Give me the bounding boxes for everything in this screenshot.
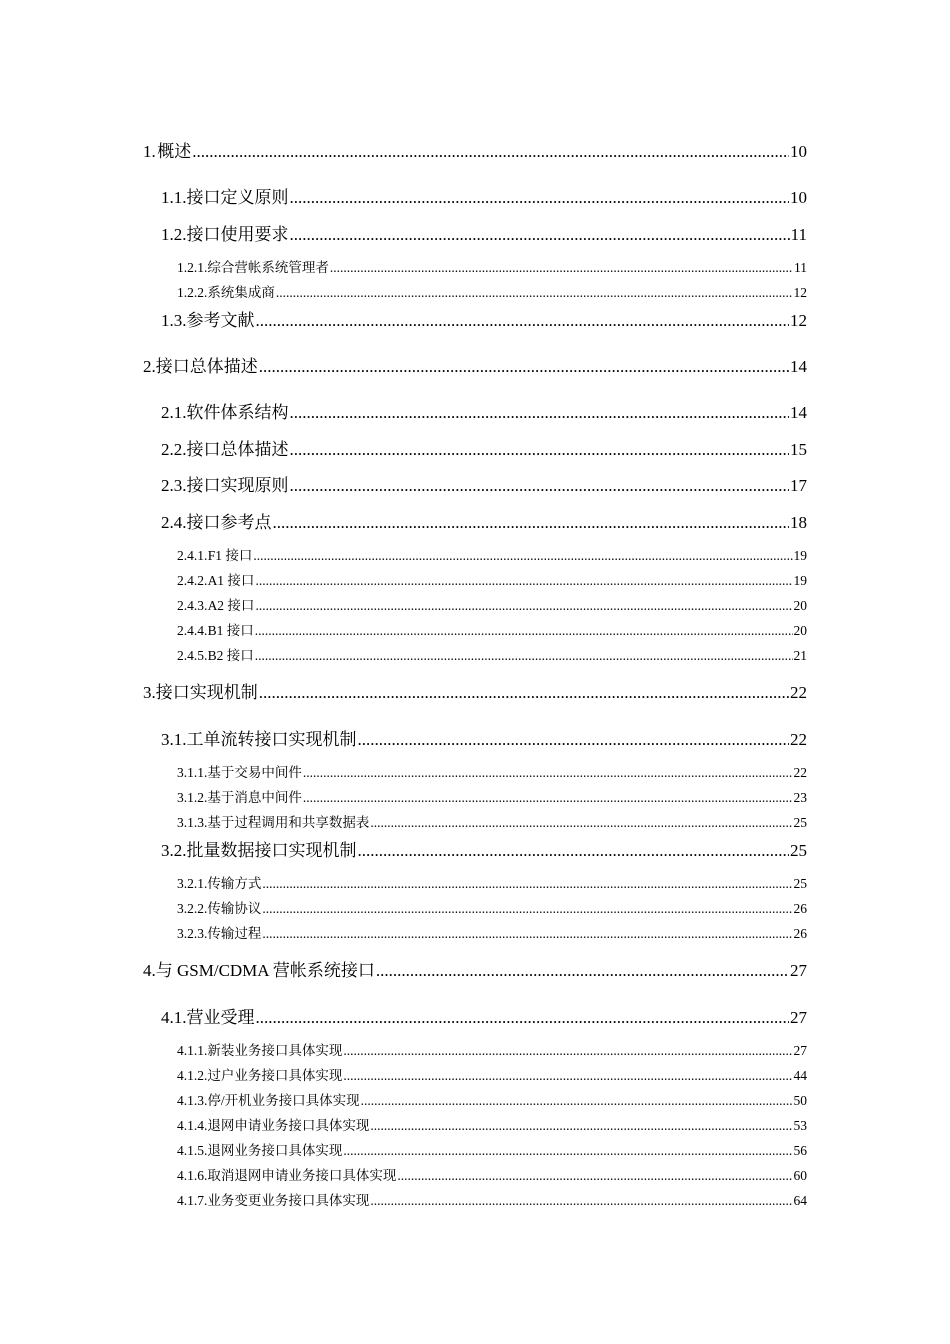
toc-entry-page-number: 25: [793, 815, 807, 830]
toc-entry-level-1[interactable]: [143, 352, 807, 377]
toc-entry-level-3[interactable]: [177, 872, 807, 892]
toc-entry-number: 4.1.7.: [177, 1193, 208, 1208]
toc-entry-title: 接口总体描述: [155, 357, 258, 376]
toc-dot-leader: [259, 683, 789, 703]
toc-entry-number: 2.2.: [161, 440, 187, 459]
toc-entry-number: 4.1.4.: [177, 1118, 208, 1133]
toc-entry-number: 2.3.: [161, 476, 187, 495]
toc-entry-title: 过户业务接口具体实现: [207, 1068, 343, 1083]
toc-entry-title: 新装业务接口具体实现: [207, 1043, 343, 1058]
toc-entry-title: 综合营帐系统管理者: [207, 260, 329, 275]
toc-entry-title: 批量数据接口实现机制: [186, 841, 357, 860]
toc-entry-level-3[interactable]: [177, 644, 807, 664]
toc-entry-level-3[interactable]: [177, 1114, 807, 1134]
toc-entry-number: 4.1.2.: [177, 1068, 208, 1083]
toc-entry-page-number: 25: [790, 841, 807, 860]
toc-entry-page-number: 19: [793, 573, 807, 588]
toc-entry-level-3[interactable]: [177, 897, 807, 917]
toc-dot-leader: [273, 513, 790, 533]
toc-entry-level-3[interactable]: [177, 811, 807, 831]
toc-entry-page-number: 22: [790, 730, 807, 749]
toc-dot-leader: [192, 142, 789, 162]
toc-entry-number: 3.: [143, 683, 156, 702]
toc-entry-level-3[interactable]: [177, 619, 807, 639]
toc-entry-page-number: 26: [793, 901, 807, 916]
toc-dot-leader: [255, 573, 792, 589]
toc-entry-level-3[interactable]: [177, 761, 807, 781]
toc-entry-number: 1.2.2.: [177, 285, 208, 300]
toc-entry-number: 2.1.: [161, 403, 187, 422]
toc-entry-level-2[interactable]: [161, 398, 807, 423]
toc-entry-page-number: 22: [793, 765, 807, 780]
toc-entry-number: 1.1.: [161, 188, 187, 207]
toc-dot-leader: [370, 815, 792, 831]
toc-entry-page-number: 10: [790, 188, 807, 207]
toc-entry-number: 3.1.3.: [177, 815, 208, 830]
toc-entry-level-1[interactable]: [143, 137, 807, 162]
toc-entry-page-number: 10: [790, 142, 807, 161]
toc-entry-page-number: 22: [790, 683, 807, 702]
toc-entry-page-number: 27: [790, 1008, 807, 1027]
toc-dot-leader: [330, 260, 793, 276]
toc-entry-level-3[interactable]: [177, 281, 807, 301]
toc-dot-leader: [370, 1193, 792, 1209]
toc-dot-leader: [256, 311, 790, 331]
toc-entry-number: 2.4.: [161, 513, 187, 532]
toc-dot-leader: [370, 1118, 792, 1134]
toc-entry-title: 退网业务接口具体实现: [207, 1143, 343, 1158]
toc-entry-page-number: 15: [790, 440, 807, 459]
toc-entry-number: 2.4.3.: [177, 598, 208, 613]
toc-entry-page-number: 14: [790, 357, 807, 376]
toc-entry-number: 3.1.: [161, 730, 187, 749]
toc-entry-page-number: 44: [793, 1068, 807, 1083]
toc-entry-title: 基于过程调用和共享数据表: [207, 815, 370, 830]
toc-dot-leader: [303, 790, 793, 806]
toc-entry-level-1[interactable]: [143, 956, 807, 981]
toc-entry-page-number: 26: [793, 926, 807, 941]
toc-entry-title: 参考文献: [186, 311, 255, 330]
toc-entry-level-2[interactable]: [161, 1003, 807, 1028]
toc-entry-page-number: 12: [793, 285, 807, 300]
toc-entry-title: 传输方式: [207, 876, 262, 891]
toc-dot-leader: [303, 765, 793, 781]
toc-dot-leader: [256, 1008, 790, 1028]
toc-dot-leader: [290, 403, 790, 423]
toc-dot-leader: [276, 285, 793, 301]
toc-entry-title: 接口定义原则: [186, 188, 289, 207]
toc-entry-level-3[interactable]: [177, 594, 807, 614]
toc-entry-title: 取消退网申请业务接口具体实现: [207, 1168, 397, 1183]
toc-entry-level-2[interactable]: [161, 725, 807, 750]
toc-entry-page-number: 50: [793, 1093, 807, 1108]
toc-entry-title: F1 接口: [207, 548, 253, 563]
toc-entry-level-3[interactable]: [177, 922, 807, 942]
toc-entry-title: 概述: [157, 142, 192, 161]
toc-entry-number: 1.2.1.: [177, 260, 208, 275]
toc-dot-leader: [397, 1168, 792, 1184]
toc-entry-page-number: 27: [793, 1043, 807, 1058]
toc-entry-number: 4.: [143, 961, 156, 980]
toc-entry-page-number: 25: [793, 876, 807, 891]
toc-entry-number: 2.4.5.: [177, 648, 208, 663]
toc-dot-leader: [376, 961, 789, 981]
toc-entry-number: 1.: [143, 142, 156, 161]
toc-entry-level-3[interactable]: [177, 569, 807, 589]
toc-entry-number: 2.: [143, 357, 156, 376]
toc-entry-number: 3.2.2.: [177, 901, 208, 916]
toc-entry-number: 3.1.2.: [177, 790, 208, 805]
toc-dot-leader: [255, 648, 793, 664]
toc-dot-leader: [343, 1068, 792, 1084]
toc-entry-title: B2 接口: [207, 648, 254, 663]
toc-entry-page-number: 53: [793, 1118, 807, 1133]
toc-entry-title: 接口实现机制: [155, 683, 258, 702]
toc-entry-page-number: 17: [790, 476, 807, 495]
toc-dot-leader: [343, 1143, 792, 1159]
toc-entry-level-3[interactable]: [177, 786, 807, 806]
toc-entry-number: 3.1.1.: [177, 765, 208, 780]
toc-entry-number: 4.1.: [161, 1008, 187, 1027]
toc-dot-leader: [290, 225, 790, 245]
toc-dot-leader: [361, 1093, 793, 1109]
toc-entry-level-2[interactable]: [161, 220, 807, 245]
toc-entry-number: 4.1.3.: [177, 1093, 208, 1108]
toc-entry-level-3[interactable]: [177, 256, 807, 276]
toc-entry-title: 接口总体描述: [186, 440, 289, 459]
toc-entry-page-number: 64: [793, 1193, 807, 1208]
toc-entry-number: 3.2.3.: [177, 926, 208, 941]
toc-entry-page-number: 23: [793, 790, 807, 805]
toc-dot-leader: [290, 188, 790, 208]
toc-entry-page-number: 14: [790, 403, 807, 422]
toc-entry-level-2[interactable]: [161, 183, 807, 208]
toc-dot-leader: [262, 901, 792, 917]
toc-entry-level-2[interactable]: [161, 471, 807, 496]
toc-entry-title: 传输协议: [207, 901, 262, 916]
toc-entry-level-1[interactable]: [143, 678, 807, 703]
toc-entry-title: 接口实现原则: [186, 476, 289, 495]
toc-entry-level-3[interactable]: [177, 1089, 807, 1109]
toc-entry-number: 1.2.: [161, 225, 187, 244]
toc-dot-leader: [343, 1043, 792, 1059]
toc-entry-level-2[interactable]: [161, 508, 807, 533]
toc-dot-leader: [255, 623, 793, 639]
toc-dot-leader: [259, 357, 789, 377]
toc-entry-level-2[interactable]: [161, 836, 807, 861]
toc-entry-level-2[interactable]: [161, 306, 807, 331]
toc-entry-title: A1 接口: [207, 573, 255, 588]
toc-entry-title: 接口参考点: [186, 513, 272, 532]
toc-entry-level-2[interactable]: [161, 435, 807, 460]
toc-entry-title: 与 GSM/CDMA 营帐系统接口: [155, 961, 375, 980]
toc-entry-number: 4.1.6.: [177, 1168, 208, 1183]
toc-entry-title: 停/开机业务接口具体实现: [207, 1093, 360, 1108]
toc-entry-number: 1.3.: [161, 311, 187, 330]
toc-entry-level-3[interactable]: [177, 1064, 807, 1084]
toc-entry-page-number: 27: [790, 961, 807, 980]
toc-dot-leader: [290, 440, 790, 460]
toc-entry-title: B1 接口: [207, 623, 254, 638]
toc-dot-leader: [262, 926, 792, 942]
toc-entry-title: 系统集成商: [207, 285, 275, 300]
toc-entry-title: 软件体系结构: [186, 403, 289, 422]
toc-entry-level-3[interactable]: [177, 1164, 807, 1184]
toc-entry-number: 3.2.: [161, 841, 187, 860]
toc-entry-title: 传输过程: [207, 926, 262, 941]
toc-entry-title: 业务变更业务接口具体实现: [207, 1193, 370, 1208]
toc-entry-number: 2.4.1.: [177, 548, 208, 563]
toc-entry-level-3[interactable]: [177, 544, 807, 564]
toc-dot-leader: [262, 876, 792, 892]
toc-dot-leader: [290, 476, 790, 496]
toc-entry-page-number: 20: [793, 598, 807, 613]
toc-entry-title: A2 接口: [207, 598, 255, 613]
toc-entry-number: 4.1.5.: [177, 1143, 208, 1158]
toc-entry-number: 3.2.1.: [177, 876, 208, 891]
toc-entry-page-number: 12: [790, 311, 807, 330]
toc-entry-number: 2.4.2.: [177, 573, 208, 588]
toc-entry-title: 接口使用要求: [186, 225, 289, 244]
toc-dot-leader: [255, 598, 792, 614]
toc-entry-level-3[interactable]: [177, 1139, 807, 1159]
toc-entry-level-3[interactable]: [177, 1039, 807, 1059]
toc-entry-page-number: 19: [793, 548, 807, 563]
toc-entry-page-number: 21: [793, 648, 807, 663]
toc-entry-page-number: 60: [793, 1168, 807, 1183]
toc-dot-leader: [253, 548, 792, 564]
toc-entry-number: 4.1.1.: [177, 1043, 208, 1058]
toc-entry-level-3[interactable]: [177, 1189, 807, 1209]
toc-entry-title: 基于交易中间件: [207, 765, 302, 780]
toc-entry-page-number: 18: [790, 513, 807, 532]
toc-entry-title: 基于消息中间件: [207, 790, 302, 805]
toc-entry-title: 营业受理: [186, 1008, 255, 1027]
toc-entry-title: 退网申请业务接口具体实现: [207, 1118, 370, 1133]
toc-dot-leader: [358, 730, 790, 750]
toc-entry-title: 工单流转接口实现机制: [186, 730, 357, 749]
toc-entry-page-number: 20: [793, 623, 807, 638]
toc-entry-number: 2.4.4.: [177, 623, 208, 638]
toc-entry-page-number: 11: [790, 225, 807, 244]
toc-dot-leader: [358, 841, 790, 861]
toc-entry-page-number: 11: [794, 260, 807, 275]
toc-entry-page-number: 56: [793, 1143, 807, 1158]
